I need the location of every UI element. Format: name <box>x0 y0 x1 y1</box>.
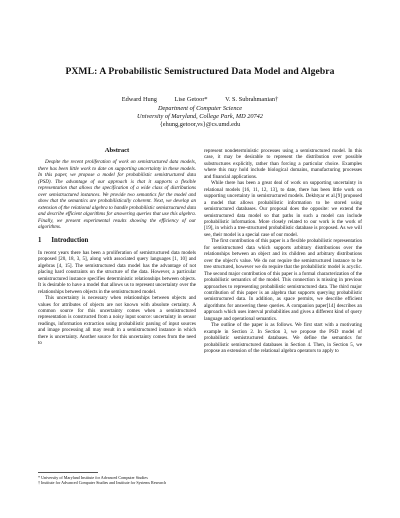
author-name: Lise Getoor* <box>174 96 208 103</box>
author-name: V. S. Subrahmanian† <box>225 96 279 103</box>
section-heading <box>38 238 196 244</box>
body-paragraph: The first contribution of this paper is a flexible probabilistic representation for semistructured data which supports arbitrary distributions over the relationships between an object and its children and arbitrary distributions over the object's value. We do not require the semistructured instance to be tree structured, however we do require that the probabilistic model is acyclic. The second major contribution of this paper is a formal characterization of the probabilistic semantics of the model. This connection is missing in previous approaches to representing probabilistic semistructured data. The third major contribution of this paper is an algebra that supports querying probabilistic semistructured data. In addition, as space permits, we describe efficient algorithms for answering these queries. A companion paper[14] describes an approach which uses interval probabilities and gives a different kind of query language and operational semantics. <box>204 238 362 322</box>
footnote-rule <box>38 472 98 473</box>
abstract-heading: Abstract <box>104 147 130 154</box>
author-name: Edward Hung <box>121 96 157 103</box>
paper-title: PXML: A Probabilistic Semistructured Data Model and Algebra <box>65 66 335 77</box>
footnotes <box>38 472 196 485</box>
author-list <box>0 96 400 103</box>
body-paragraph: This uncertainty is necessary when relationships between objects and values for attributes of objects are not known with absolute certainty. A common source for this uncertainty comes when a semistructured representation is constructed from a noisy input source: uncertainty in sensor readings, information extraction using probabilistic parsing of input sources and image processing all may result in a semistructured instance in which there is uncertainty. Another source for this uncertainty comes from the need to <box>38 295 196 347</box>
body-paragraph: The outline of the paper is as follows. We first start with a motivating example in Section 2. In Section 3, we propose the PSD model of probabilistic semistructured databases. We define the semantics for probabilistic semistructured databases in Section 4. Then, in Section 5, we propose an extension of the relational algebra operators to apply to <box>204 322 362 355</box>
right-column <box>204 148 362 355</box>
university: University of Maryland, College Park, MD 20742 <box>137 113 263 121</box>
author-emails: {ehung,getoor,vs}@cs.umd.edu <box>159 121 241 129</box>
department: Department of Computer Science <box>157 105 243 112</box>
body-paragraph: While there has been a great deal of work on supporting uncertainty in relational models [16, 11, 12, 13], to date, there has been little work on supporting uncertainty in semistructured models. Dekhtyar et al.[9] proposed a model that allows probabilistic information to be stored using semistructured databases. Our proposal does the opposite: we extend the semistructured data model so that paths in such a model can include probabilistic information. More closely related to our work is the work of [19], in which a tree-structured probabilistic database is proposed. As we will see, their model is a special case of our model. <box>204 180 362 238</box>
affiliation <box>0 105 400 130</box>
body-paragraph: represent nondeterministic processes using a semistructured model. In this case, it may be desirable to represent the distribution over possible substructures explicitly, rather than forcing a particular choice. Examples where this may hold include biological domains, manufacturing processes and financial applications. <box>204 148 362 180</box>
body-paragraph: In recent years there has been a proliferation of semistructured data models proposed [20, 18, 3, 5], along with associated query languages [1, 10] and algebras [4, 15]. The semistructured data model has the advantage of not placing hard constraints on the structure of the data. However, a particular semistructured instance specifies deterministic relationships between objects. It is desirable to have a model that allows us to represent uncertainty over the relationships between objects in the semistructured model. <box>38 249 196 295</box>
section-title: Introduction <box>51 237 89 245</box>
left-column <box>38 148 196 347</box>
abstract-section <box>38 148 196 230</box>
footnote: * University of Maryland Institute for Advanced Computer Studies <box>38 475 148 480</box>
footnote: † Institute for Advanced Computer Studies and Institute for Systems Research <box>38 480 167 486</box>
section-number: 1 <box>38 237 42 245</box>
abstract-text: Despite the recent proliferation of work on semistructured data models, there has been little work to date on supporting uncertainty in these models. In this paper, we propose a model for probabilistic semistructured data (PSD). The advantage of our approach is that it supports a flexible representation that allows the specification of a wide class of distributions over semistructured instances. We provide two semantics for the model and show that the semantics are probabilistically coherent. Next, we develop an extension of the relational algebra to handle probabilistic semistructured data and describe efficient algorithms for answering queries that use this algebra. Finally, we present experimental results showing the efficiency of our algorithms. <box>38 159 196 230</box>
